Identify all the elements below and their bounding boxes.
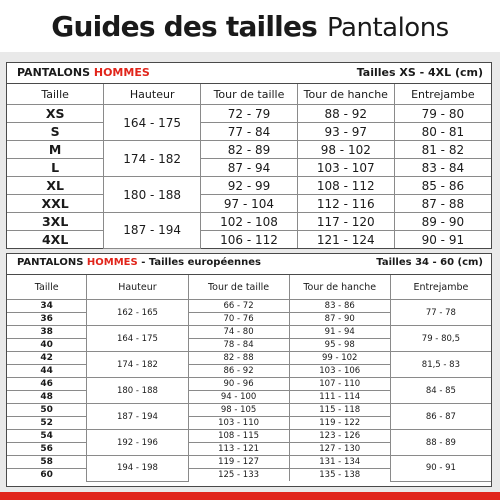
tour-de-taille-cell: 70 - 76 [188,313,289,326]
entrejambe-cell: 79 - 80,5 [390,326,491,352]
tour-de-taille-cell: 72 - 79 [201,105,298,123]
size-cell: 44 [7,365,87,378]
table-header-row [7,275,491,300]
table-heading [7,254,491,275]
tour-de-hanche-cell: 127 - 130 [289,443,390,456]
size-cell: XS [7,105,104,123]
size-cell: XL [7,177,104,195]
tour-de-taille-cell: 77 - 84 [201,123,298,141]
column-header: Taille [7,275,87,300]
tour-de-taille-cell: 119 - 127 [188,456,289,469]
table-row [7,456,491,469]
table-row [7,378,491,391]
tour-de-hanche-cell: 98 - 102 [297,141,394,159]
entrejambe-cell: 77 - 78 [390,300,491,326]
page-title [0,10,500,43]
tour-de-hanche-cell: 103 - 106 [289,365,390,378]
hauteur-cell: 192 - 196 [87,430,188,456]
entrejambe-cell: 88 - 89 [390,430,491,456]
hauteur-cell: 180 - 188 [87,378,188,404]
tour-de-hanche-cell: 117 - 120 [297,213,394,231]
table-row [7,352,491,365]
hauteur-cell: 194 - 198 [87,456,188,482]
table-row [7,404,491,417]
title-main: Guides des tailles [51,10,318,43]
size-grid [7,275,491,482]
size-cell: 50 [7,404,87,417]
tour-de-taille-cell: 125 - 133 [188,469,289,482]
size-cell: 54 [7,430,87,443]
table-row [7,159,491,177]
title-sub: Pantalons [327,13,449,43]
table-row [7,213,491,231]
entrejambe-cell: 90 - 91 [394,231,491,249]
table-heading-left: PANTALONS HOMMES [17,66,150,79]
size-cell: S [7,123,104,141]
tour-de-hanche-cell: 87 - 90 [289,313,390,326]
entrejambe-cell: 79 - 80 [394,105,491,123]
tour-de-hanche-cell: 121 - 124 [297,231,394,249]
table-header-row [7,84,491,105]
size-table-eu-34-60 [6,253,492,487]
tour-de-taille-cell: 86 - 92 [188,365,289,378]
table-row [7,430,491,443]
entrejambe-cell: 80 - 81 [394,123,491,141]
tour-de-hanche-cell: 107 - 110 [289,378,390,391]
column-header: Taille [7,84,104,105]
column-header: Tour de hanche [289,275,390,300]
tour-de-taille-cell: 108 - 115 [188,430,289,443]
entrejambe-cell: 90 - 91 [390,456,491,482]
size-cell: M [7,141,104,159]
size-grid [7,84,491,249]
entrejambe-cell: 85 - 86 [394,177,491,195]
hauteur-cell: 187 - 194 [104,213,201,249]
tour-de-hanche-cell: 83 - 86 [289,300,390,313]
tour-de-taille-cell: 92 - 99 [201,177,298,195]
tour-de-hanche-cell: 91 - 94 [289,326,390,339]
tour-de-hanche-cell: 103 - 107 [297,159,394,177]
column-header: Entrejambe [390,275,491,300]
size-cell: 4XL [7,231,104,249]
tour-de-taille-cell: 82 - 88 [188,352,289,365]
table-row [7,123,491,141]
table-row [7,195,491,213]
entrejambe-cell: 89 - 90 [394,213,491,231]
hauteur-cell: 162 - 165 [87,300,188,326]
entrejambe-cell: 81,5 - 83 [390,352,491,378]
hauteur-cell: 187 - 194 [87,404,188,430]
size-cell: 48 [7,391,87,404]
hauteur-cell: 174 - 182 [87,352,188,378]
table-row [7,231,491,249]
tour-de-taille-cell: 97 - 104 [201,195,298,213]
size-cell: 3XL [7,213,104,231]
size-cell: 36 [7,313,87,326]
size-cell: 46 [7,378,87,391]
tour-de-hanche-cell: 123 - 126 [289,430,390,443]
column-header: Hauteur [104,84,201,105]
size-cell: 60 [7,469,87,482]
table-row [7,141,491,159]
entrejambe-cell: 87 - 88 [394,195,491,213]
tour-de-taille-cell: 113 - 121 [188,443,289,456]
tour-de-hanche-cell: 88 - 92 [297,105,394,123]
size-cell: 38 [7,326,87,339]
tour-de-hanche-cell: 135 - 138 [289,469,390,482]
tour-de-taille-cell: 66 - 72 [188,300,289,313]
tour-de-taille-cell: 87 - 94 [201,159,298,177]
entrejambe-cell: 81 - 82 [394,141,491,159]
tour-de-taille-cell: 82 - 89 [201,141,298,159]
size-cell: 40 [7,339,87,352]
column-header: Tour de taille [188,275,289,300]
table-heading [7,63,491,84]
tour-de-hanche-cell: 93 - 97 [297,123,394,141]
table-heading-left: PANTALONS HOMMES - Tailles européennes [17,257,261,268]
table-heading-right: Tailles XS - 4XL (cm) [356,66,483,79]
column-header: Entrejambe [394,84,491,105]
size-cell: 42 [7,352,87,365]
size-cell: 34 [7,300,87,313]
tour-de-hanche-cell: 119 - 122 [289,417,390,430]
size-cell: XXL [7,195,104,213]
tour-de-taille-cell: 106 - 112 [201,231,298,249]
tour-de-taille-cell: 103 - 110 [188,417,289,430]
hauteur-cell: 164 - 175 [87,326,188,352]
hauteur-cell: 164 - 175 [104,105,201,141]
table-row [7,326,491,339]
tour-de-taille-cell: 98 - 105 [188,404,289,417]
column-header: Tour de hanche [297,84,394,105]
entrejambe-cell: 83 - 84 [394,159,491,177]
size-cell: 56 [7,443,87,456]
column-header: Tour de taille [201,84,298,105]
hauteur-cell: 180 - 188 [104,177,201,213]
entrejambe-cell: 84 - 85 [390,378,491,404]
size-cell: 52 [7,417,87,430]
tour-de-hanche-cell: 111 - 114 [289,391,390,404]
hauteur-cell: 174 - 182 [104,141,201,177]
tour-de-taille-cell: 74 - 80 [188,326,289,339]
table-row [7,177,491,195]
entrejambe-cell: 86 - 87 [390,404,491,430]
size-cell: L [7,159,104,177]
tour-de-taille-cell: 94 - 100 [188,391,289,404]
footer-stripe [0,492,500,500]
table-heading-right: Tailles 34 - 60 (cm) [376,257,483,268]
tour-de-taille-cell: 78 - 84 [188,339,289,352]
tour-de-hanche-cell: 108 - 112 [297,177,394,195]
tour-de-hanche-cell: 95 - 98 [289,339,390,352]
tour-de-hanche-cell: 115 - 118 [289,404,390,417]
table-row [7,105,491,123]
column-header: Hauteur [87,275,188,300]
table-row [7,300,491,313]
tour-de-hanche-cell: 131 - 134 [289,456,390,469]
size-cell: 58 [7,456,87,469]
tour-de-hanche-cell: 112 - 116 [297,195,394,213]
tour-de-taille-cell: 102 - 108 [201,213,298,231]
tour-de-taille-cell: 90 - 96 [188,378,289,391]
size-table-xs-4xl [6,62,492,249]
tour-de-hanche-cell: 99 - 102 [289,352,390,365]
